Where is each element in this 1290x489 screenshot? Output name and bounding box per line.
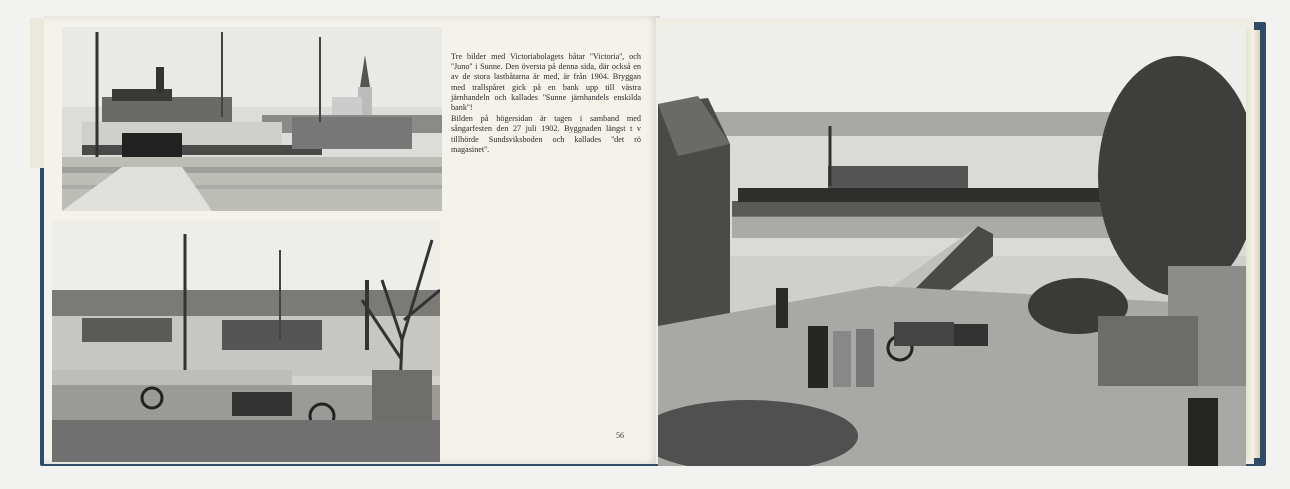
page-stack-edge	[1246, 30, 1260, 458]
photo-steamboats-pier-1904	[62, 27, 442, 211]
caption-paragraph-2: Bilden på högersidan är tagen i samband med sångarfesten den 27 juli 1902. Byggnaden längst t v tillhörde Sundsviksboden och kallades ''det rö magasinet''.	[451, 114, 641, 154]
photo-harbour-carts	[52, 220, 440, 462]
caption-paragraph-1: Tre bilder med Victoriabolagets båtar ''Victoria'', och ''Juno'' i Sunne. Den översta på denna sida, där också en av de stora lastbåtarna är med, är från 1904. Bryggan med trallspåret gick på en bank upp till västra järnhandeln och kallades ''Sunne järnhandels enskilda bank''!	[451, 52, 641, 113]
photo-caption	[451, 52, 641, 156]
page-number: 56	[616, 431, 624, 440]
photo-song-festival-1902	[658, 26, 1246, 466]
